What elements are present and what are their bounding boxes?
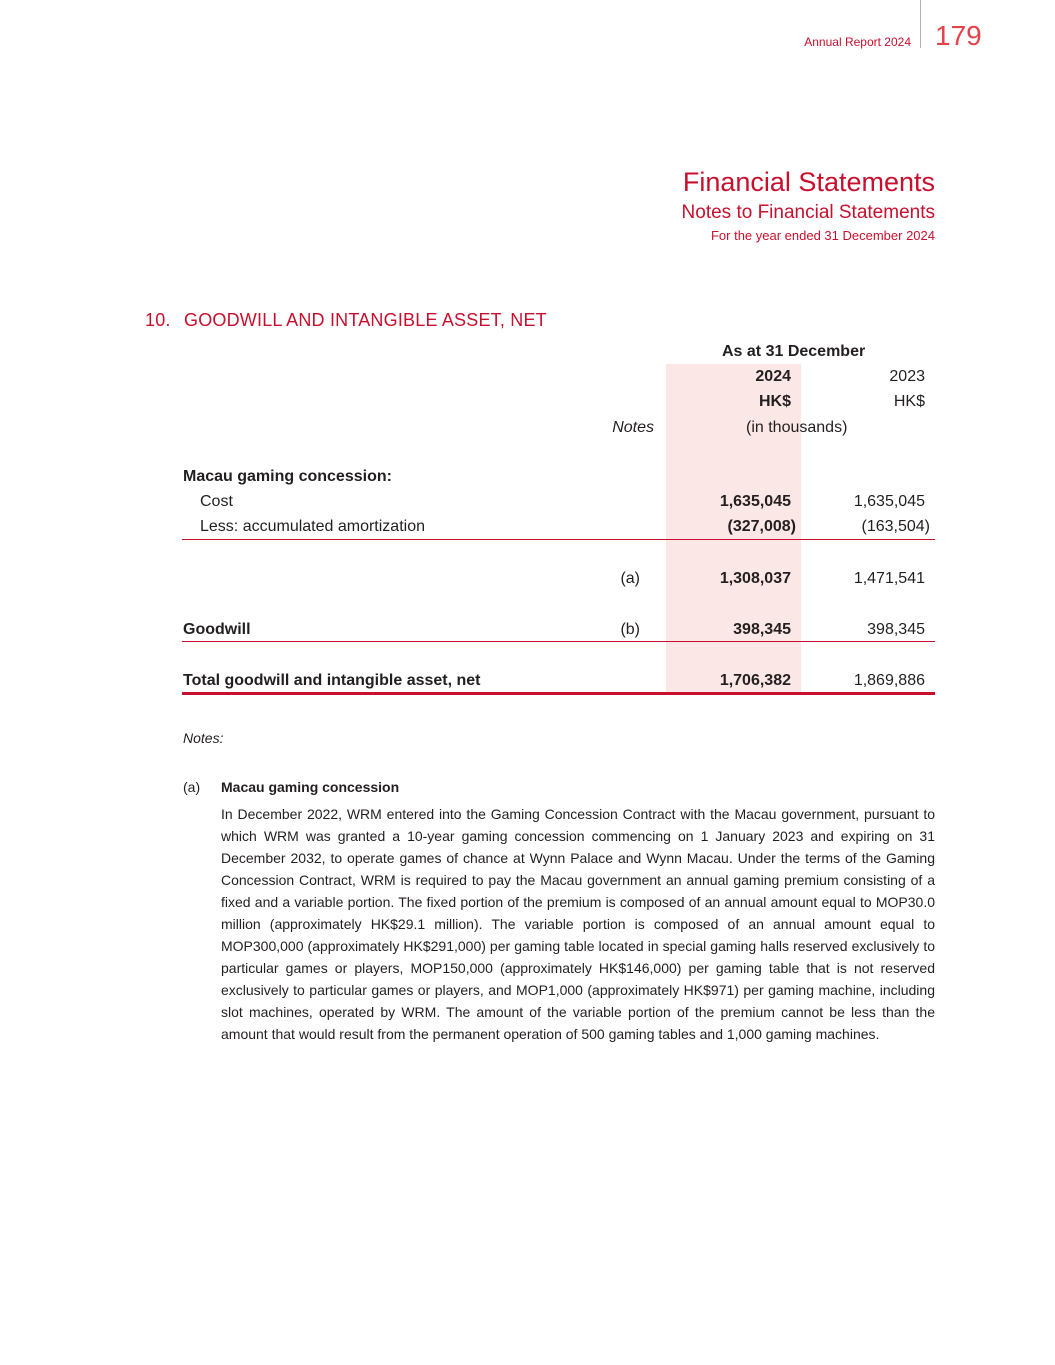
- group-header: As at 31 December: [722, 343, 866, 360]
- cost-2024: 1,635,045: [719, 493, 791, 510]
- goodwill-2024: 398,345: [733, 621, 791, 638]
- concession-heading: Macau gaming concession:: [183, 468, 392, 485]
- col-2023-currency: HK$: [893, 393, 925, 410]
- total-label: Total goodwill and intangible asset, net: [183, 672, 481, 689]
- section-title: GOODWILL AND INTANGIBLE ASSET, NET: [184, 310, 547, 330]
- cost-label: Cost: [200, 493, 233, 510]
- goodwill-note: (b): [620, 621, 640, 638]
- title-block: [682, 166, 935, 246]
- report-label: Annual Report 2024: [804, 35, 911, 49]
- notes-column-header: Notes: [612, 419, 654, 436]
- subtotal-2023: 1,471,541: [853, 570, 925, 587]
- unit-label: (in thousands): [746, 419, 848, 436]
- page-number: 179: [935, 20, 982, 51]
- col-2023-year: 2023: [889, 368, 925, 385]
- subtotal-rule: [182, 539, 935, 540]
- page-subtitle: Notes to Financial Statements: [681, 202, 935, 223]
- goodwill-2023: 398,345: [867, 621, 925, 638]
- note-a-marker: (a): [183, 779, 201, 795]
- total-rule: [182, 692, 935, 695]
- total-2023: 1,869,886: [853, 672, 925, 689]
- amortization-2024: (327,008): [727, 518, 796, 535]
- cost-2023: 1,635,045: [853, 493, 925, 510]
- amortization-2023: (163,504): [861, 518, 930, 535]
- note-a-body: In December 2022, WRM entered into the Gaming Concession Contract with the Macau government, pursuant to which WRM was granted a 10-year gaming concession commencing on 1 January 2023 and expiring on 31 December 2032, to operate games of chance at Wynn Palace and Wynn Macau. Under the terms of the Gaming Concession Contract, WRM is required to pay the Macau government an annual gaming premium consisting of a fixed and a variable portion. The fixed portion of the premium is composed of an annual amount equal to MOP30.0 million (approximately HK$29.1 million). The variable portion is composed of an annual amount equal to MOP300,000 (approximately HK$291,000) per gaming table located in special gaming halls reserved exclusively to particular games or players, MOP150,000 (approximately HK$146,000) per gaming table that is not reserved exclusively to particular games or players, and MOP1,000 (approximately HK$971) per gaming machine, including slot machines, operated by WRM. The amount of the variable portion of the premium cannot be less than the amount that would result from the permanent operation of 500 gaming tables and 1,000 gaming machines.: [221, 806, 935, 1042]
- subtotal-note: (a): [620, 570, 640, 587]
- subtotal-2024: 1,308,037: [719, 570, 791, 587]
- amortization-label: Less: accumulated amortization: [200, 518, 425, 535]
- col-2024-currency: HK$: [758, 393, 791, 410]
- note-a-heading: Macau gaming concession: [221, 779, 400, 795]
- section-heading: [145, 310, 547, 331]
- goodwill-label: Goodwill: [183, 621, 251, 638]
- notes-label: Notes:: [183, 730, 224, 746]
- section-number: 10.: [145, 310, 171, 330]
- page-title: Financial Statements: [682, 167, 935, 197]
- col-2024-year: 2024: [755, 368, 791, 385]
- reporting-period: For the year ended 31 December 2024: [710, 228, 935, 243]
- header-divider: [920, 0, 921, 48]
- total-2024: 1,706,382: [719, 672, 791, 689]
- goodwill-rule: [182, 641, 935, 642]
